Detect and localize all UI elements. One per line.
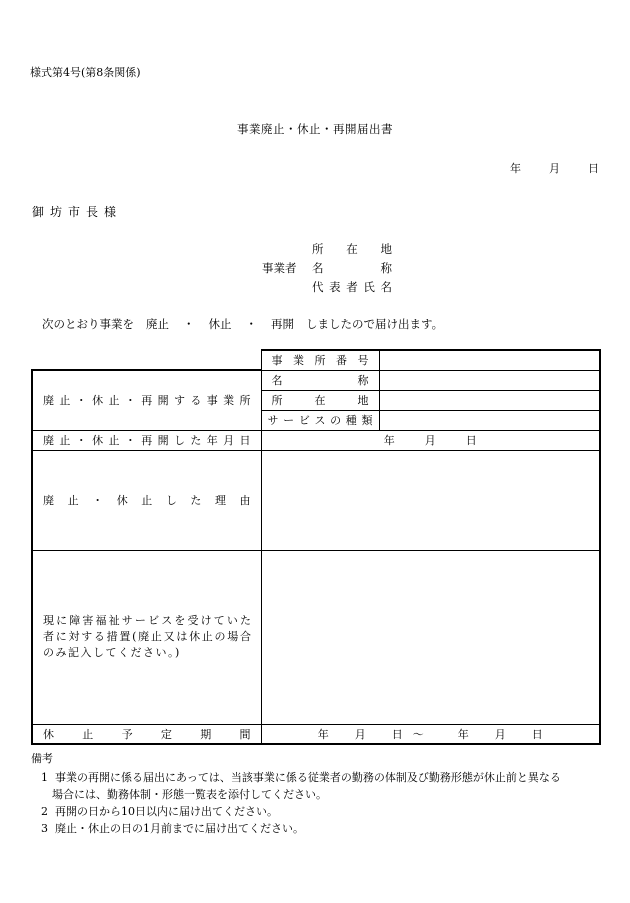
applicant-name-label: 名 称 <box>312 261 392 275</box>
notification-form-table <box>31 349 601 745</box>
label-measures: 現に障害福祉サービスを受けていた者に対する措置(廃止又は休止の場合のみ記入してください。) <box>32 550 261 724</box>
submission-date <box>510 160 599 176</box>
input-establishment-address[interactable] <box>379 390 600 410</box>
remark-item: 3 廃止・休止の日の1月前までに届け出てください。 <box>41 822 304 835</box>
label-establishment-address: 所 在 地 <box>261 390 379 410</box>
option-resume: 再開 <box>271 317 294 331</box>
label-target-establishment: 廃 止 ・ 休 止 ・ 再 開 す る 事 業 所 <box>32 370 261 430</box>
input-suspension-period[interactable]: 年 月 日 ～ 年 月 日 <box>261 724 600 744</box>
option-suspend: 休止 <box>208 317 232 331</box>
form-number-label: 様式第4号(第8条関係) <box>30 66 141 79</box>
date-month: 月 <box>549 162 560 175</box>
option-abolish: 廃止 <box>146 317 169 331</box>
remarks-section <box>31 750 561 837</box>
declaration-statement: 次のとおり事業を 廃止 ・ 休止 ・ 再開 しましたので届け出ます。 <box>42 317 444 331</box>
date-year: 年 <box>510 162 521 175</box>
label-reason: 廃 止 ・ 休 止 し た 理 由 <box>32 450 261 550</box>
remarks-title: 備考 <box>31 752 53 765</box>
input-service-type[interactable] <box>379 410 600 430</box>
label-establishment-name: 名 称 <box>261 370 379 390</box>
input-reason[interactable] <box>261 450 600 550</box>
remark-item-continuation: 場合には、勤務体制・形態一覧表を添付してください。 <box>52 788 327 801</box>
date-day: 日 <box>588 162 599 175</box>
applicant-prefix: 事業者 <box>262 261 297 275</box>
input-establishment-name[interactable] <box>379 370 600 390</box>
label-establishment-number: 事 業 所 番 号 <box>261 350 379 370</box>
document-title: 事業廃止・休止・再開届出書 <box>237 122 393 136</box>
remark-item: 2 再開の日から10日以内に届け出てください。 <box>41 805 278 818</box>
remark-item: 1 事業の再開に係る届出にあっては、当該事業に係る従業者の勤務の体制及び勤務形態が休止前と異なる <box>41 771 561 784</box>
input-measures[interactable] <box>261 550 600 724</box>
applicant-address-label: 所 在 地 <box>312 242 392 256</box>
addressee: 御坊市長様 <box>32 205 123 219</box>
applicant-representative-label: 代 表 者 氏 名 <box>312 280 392 294</box>
label-suspension-period: 休 止 予 定 期 間 <box>32 724 261 744</box>
label-service-type: サ ー ビ ス の 種 類 <box>261 410 379 430</box>
label-change-date: 廃 止 ・ 休 止 ・ 再 開 し た 年 月 日 <box>32 430 261 450</box>
input-establishment-number[interactable] <box>379 350 600 370</box>
applicant-block <box>262 240 392 297</box>
input-change-date[interactable]: 年 月 日 <box>261 430 600 450</box>
